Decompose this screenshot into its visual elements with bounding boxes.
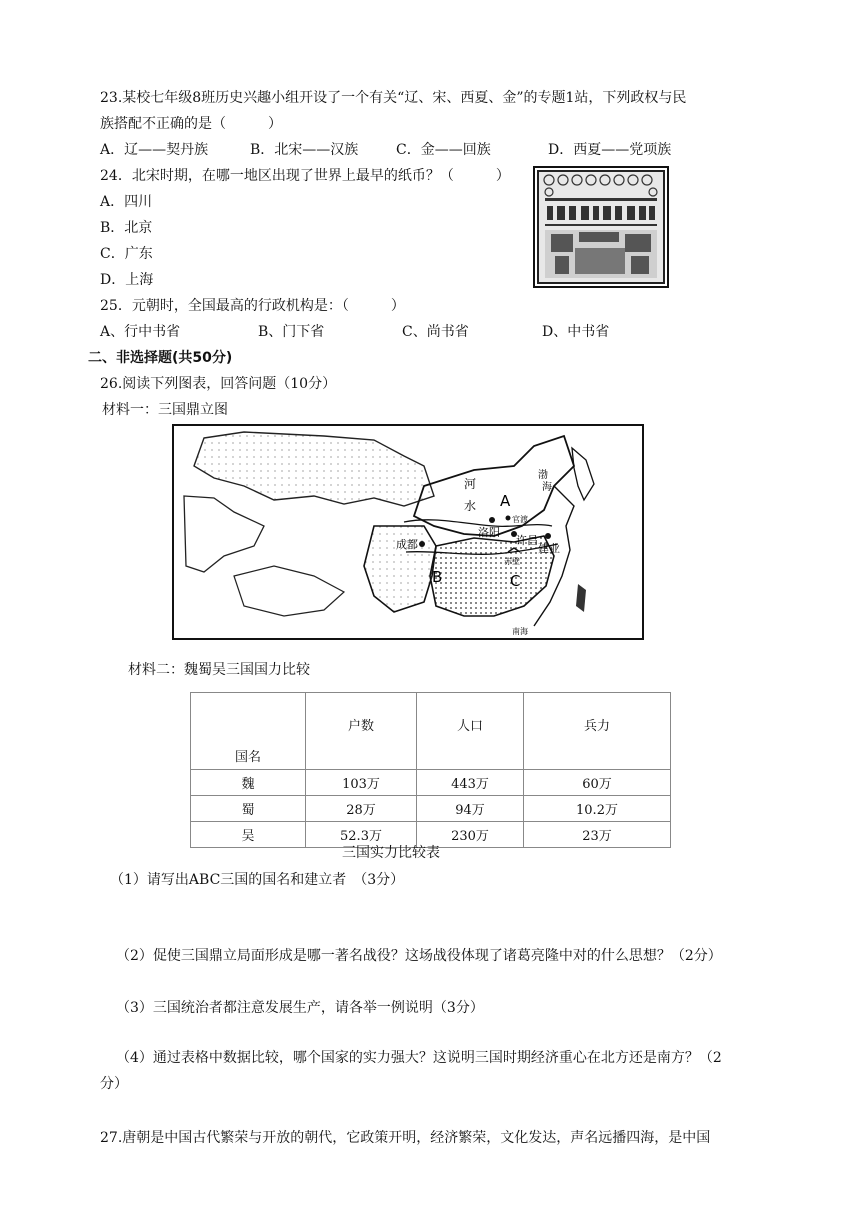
table-cell: 23万 xyxy=(524,822,671,848)
map-label-xuchang: 许昌 xyxy=(516,534,538,547)
q23-option-c: C．金——回族 xyxy=(396,142,491,158)
table-header-cell: 人口 xyxy=(417,693,524,770)
q24-option-b: B．北京 xyxy=(100,220,153,236)
q25-option-c: C、尚书省 xyxy=(402,324,469,340)
q26-sub3: （3）三国统治者都注意发展生产，请各举一例说明（3分） xyxy=(116,1000,484,1016)
q23-option-d: D．西夏——党项族 xyxy=(548,142,672,158)
q26-sub4-line1: （4）通过表格中数据比较，哪个国家的实力强大？这说明三国时期经济重心在北方还是南方？（2 xyxy=(116,1050,722,1066)
material1-label: 材料一：三国鼎立图 xyxy=(102,402,228,418)
q25-option-a: A、行中书省 xyxy=(100,324,181,340)
map-label-a: A xyxy=(500,492,511,510)
table-cell: 吴 xyxy=(191,822,306,848)
table-cell: 230万 xyxy=(417,822,524,848)
q23-option-a: A．辽——契丹族 xyxy=(100,142,209,158)
table-cell: 103万 xyxy=(306,770,417,796)
q23-option-b: B．北宋——汉族 xyxy=(250,142,359,158)
q26-sub1: （1）请写出ABC三国的国名和建立者 （3分） xyxy=(110,872,405,888)
table-header-row xyxy=(191,693,671,770)
q24-option-c: C．广东 xyxy=(100,246,153,262)
table-header-cell: 兵力 xyxy=(524,693,671,770)
section-heading: 二、非选择题(共50分) xyxy=(88,350,233,366)
table-cell: 10.2万 xyxy=(524,796,671,822)
table-cell: 443万 xyxy=(417,770,524,796)
three-kingdoms-map xyxy=(172,424,644,640)
q24-stem: 24．北宋时期，在哪一地区出现了世界上最早的纸币？（ ） xyxy=(100,168,510,184)
map-label-chengdu: 成都 xyxy=(396,538,418,551)
map-label-jianye: 建业 xyxy=(538,542,560,555)
map-label-chibi: 赤壁 xyxy=(504,557,520,566)
q24-option-d: D．上海 xyxy=(100,272,154,288)
map-label-b: B xyxy=(432,568,443,586)
table-row xyxy=(191,796,671,822)
map-label-nanhai: 南海 xyxy=(512,627,528,636)
table-cell: 魏 xyxy=(191,770,306,796)
q25-option-b: B、门下省 xyxy=(258,324,325,340)
table-cell: 52.3万 xyxy=(306,822,417,848)
q23-stem-line1: 23.某校七年级8班历史兴趣小组开设了一个有关“辽、宋、西夏、金”的专题1站，下列政权与民 xyxy=(100,90,687,106)
map-label-bohai1: 渤 xyxy=(538,470,548,481)
map-label-guandu: 官渡 xyxy=(512,515,528,524)
q25-option-d: D、中书省 xyxy=(542,324,610,340)
q27-stem-line1: 27.唐朝是中国古代繁荣与开放的朝代，它政策开明，经济繁荣，文化发达，声名远播四海，是中国 xyxy=(100,1130,711,1146)
paper-money-image xyxy=(533,166,669,288)
table-header-cell: 户数 xyxy=(306,693,417,770)
three-kingdoms-table xyxy=(190,692,671,848)
q24-option-a: A．四川 xyxy=(100,194,153,210)
q26-stem: 26.阅读下列图表，回答问题（10分） xyxy=(100,376,337,392)
q25-stem: 25．元朝时，全国最高的行政机构是：（ ） xyxy=(100,298,405,314)
map-label-c: C xyxy=(510,572,521,590)
table-cell: 60万 xyxy=(524,770,671,796)
q26-sub4-line2: 分） xyxy=(100,1076,128,1092)
map-label-bohai2: 海 xyxy=(542,482,552,493)
table-cell: 94万 xyxy=(417,796,524,822)
table-row xyxy=(191,770,671,796)
map-label-river: 河 xyxy=(464,477,477,491)
table-cell: 28万 xyxy=(306,796,417,822)
material2-label: 材料二：魏蜀吴三国国力比较 xyxy=(128,662,310,678)
map-label-luoyang: 洛阳 xyxy=(478,526,500,539)
map-label-river2: 水 xyxy=(464,499,477,513)
table-caption: 三国实力比较表 xyxy=(342,845,440,861)
q26-sub2: （2）促使三国鼎立局面形成是哪一著名战役？这场战役体现了诸葛亮隆中对的什么思想？（2分） xyxy=(116,948,722,964)
table-cell: 蜀 xyxy=(191,796,306,822)
table-header-cell: 国名 xyxy=(191,693,306,770)
q23-stem-line2: 族搭配不正确的是（ ） xyxy=(100,116,282,132)
